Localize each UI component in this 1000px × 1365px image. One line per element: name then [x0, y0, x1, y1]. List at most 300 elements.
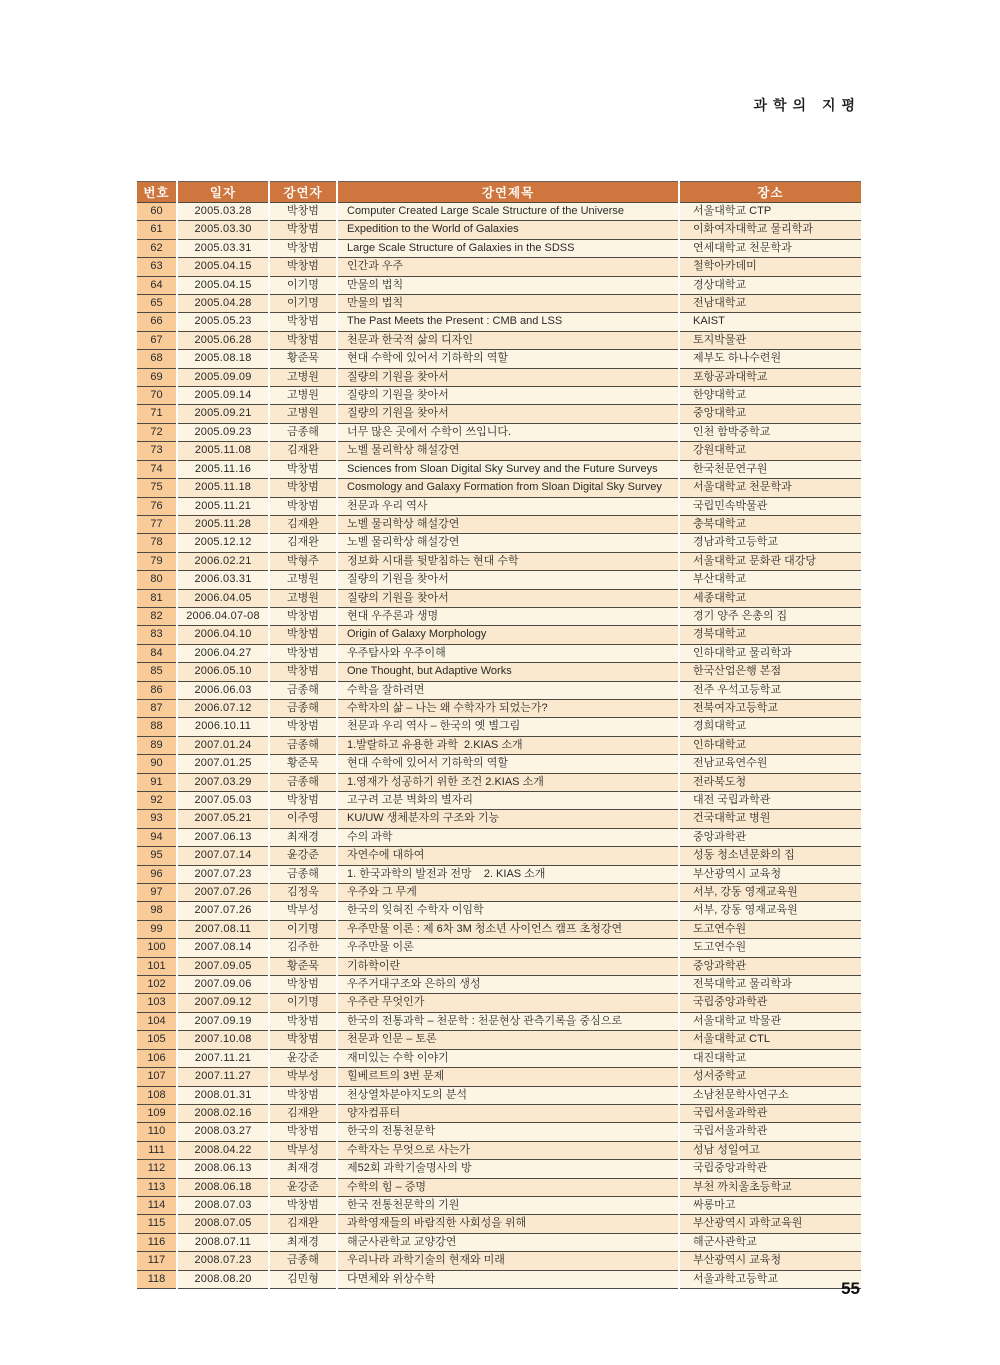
row-date: 2006.03.31: [177, 571, 269, 589]
row-date: 2005.06.28: [177, 331, 269, 349]
table-row: [137, 258, 861, 276]
row-place: 중앙과학관: [679, 957, 861, 975]
row-title: 천상열차분야지도의 분석: [337, 1086, 679, 1104]
table-row: [137, 1141, 861, 1159]
row-title: 천문과 우리 역사 – 한국의 옛 별그림: [337, 718, 679, 736]
row-title: 한국의 잊혀진 수학자 이임학: [337, 902, 679, 920]
row-place: 국립중앙과학관: [679, 1160, 861, 1178]
row-title: 양자컴퓨터: [337, 1104, 679, 1122]
row-date: 2008.07.05: [177, 1215, 269, 1233]
row-place: 인천 함박중학교: [679, 423, 861, 441]
row-place: 서부, 강동 영재교육원: [679, 884, 861, 902]
row-place: 인하대학교: [679, 736, 861, 754]
row-title: 만물의 법칙: [337, 276, 679, 294]
row-title: 수학을 잘하려면: [337, 681, 679, 699]
row-speaker: 김정욱: [269, 884, 337, 902]
row-title: 한국의 전통과학 – 천문학 : 천문현상 관측기록을 중심으로: [337, 1012, 679, 1030]
row-date: 2006.10.11: [177, 718, 269, 736]
row-number: 83: [137, 626, 177, 644]
column-header-date: 일자: [177, 182, 269, 203]
row-number: 94: [137, 828, 177, 846]
row-number: 109: [137, 1104, 177, 1122]
table-header-row: [137, 182, 861, 203]
row-place: 경희대학교: [679, 718, 861, 736]
row-speaker: 윤강준: [269, 847, 337, 865]
row-speaker: 박창범: [269, 663, 337, 681]
table-row: [137, 405, 861, 423]
table-row: [137, 1196, 861, 1214]
row-speaker: 박창범: [269, 1012, 337, 1030]
row-title: 고구려 고분 벽화의 별자리: [337, 792, 679, 810]
row-title: 1.발랄하고 유용한 과학 2.KIAS 소개: [337, 736, 679, 754]
row-title: 1. 한국과학의 발전과 전망 2. KIAS 소개: [337, 865, 679, 883]
row-number: 86: [137, 681, 177, 699]
row-number: 104: [137, 1012, 177, 1030]
row-title: 우리나라 과학기술의 현재와 미래: [337, 1252, 679, 1270]
row-number: 84: [137, 644, 177, 662]
row-speaker: 고병원: [269, 405, 337, 423]
row-place: 부산광역시 교육청: [679, 1252, 861, 1270]
row-date: 2008.07.11: [177, 1233, 269, 1251]
table-row: [137, 387, 861, 405]
row-date: 2007.07.26: [177, 884, 269, 902]
row-place: 국립서울과학관: [679, 1123, 861, 1141]
table-row: [137, 1012, 861, 1030]
row-number: 76: [137, 497, 177, 515]
row-title: 해군사관학교 교양강연: [337, 1233, 679, 1251]
row-date: 2006.05.10: [177, 663, 269, 681]
row-place: 강원대학교: [679, 442, 861, 460]
row-speaker: 금종해: [269, 1252, 337, 1270]
row-number: 116: [137, 1233, 177, 1251]
row-title: Large Scale Structure of Galaxies in the SDSS: [337, 239, 679, 257]
row-date: 2006.04.05: [177, 589, 269, 607]
row-speaker: 박창범: [269, 331, 337, 349]
row-title: 수학의 힘 – 증명: [337, 1178, 679, 1196]
row-place: 토지박물관: [679, 331, 861, 349]
row-number: 101: [137, 957, 177, 975]
row-date: 2008.06.13: [177, 1160, 269, 1178]
table-row: [137, 589, 861, 607]
row-place: 한양대학교: [679, 387, 861, 405]
row-title: 우주란 무엇인가: [337, 994, 679, 1012]
row-date: 2005.04.15: [177, 258, 269, 276]
table-row: [137, 976, 861, 994]
row-place: 서울대학교 박물관: [679, 1012, 861, 1030]
row-speaker: 박창범: [269, 313, 337, 331]
row-speaker: 박부성: [269, 902, 337, 920]
page-number: 55: [841, 1279, 860, 1298]
row-speaker: 김재완: [269, 534, 337, 552]
table-row: [137, 460, 861, 478]
row-speaker: 박창범: [269, 1123, 337, 1141]
row-title: 노벨 물리학상 해설강연: [337, 515, 679, 533]
row-speaker: 박창범: [269, 479, 337, 497]
row-date: 2007.11.21: [177, 1049, 269, 1067]
row-place: 경남과학고등학교: [679, 534, 861, 552]
row-number: 110: [137, 1123, 177, 1141]
row-title: 정보화 시대를 뒷받침하는 현대 수학: [337, 552, 679, 570]
row-number: 115: [137, 1215, 177, 1233]
row-speaker: 최재경: [269, 828, 337, 846]
row-number: 77: [137, 515, 177, 533]
row-speaker: 박창범: [269, 497, 337, 515]
row-title: 질량의 기원을 찾아서: [337, 571, 679, 589]
row-date: 2007.08.11: [177, 920, 269, 938]
row-date: 2008.07.23: [177, 1252, 269, 1270]
table-row: [137, 1160, 861, 1178]
row-date: 2005.12.12: [177, 534, 269, 552]
row-title: 한국의 전통천문학: [337, 1123, 679, 1141]
row-title: Sciences from Sloan Digital Sky Survey and the Future Surveys: [337, 460, 679, 478]
row-place: 대진대학교: [679, 1049, 861, 1067]
table-row: [137, 884, 861, 902]
row-date: 2005.11.21: [177, 497, 269, 515]
row-title: 재미있는 수학 이야기: [337, 1049, 679, 1067]
column-header-place: 장소: [679, 182, 861, 203]
row-place: 제부도 하나수련원: [679, 350, 861, 368]
row-date: 2007.05.03: [177, 792, 269, 810]
row-title: 현대 수학에 있어서 기하학의 역할: [337, 350, 679, 368]
row-place: 포항공과대학교: [679, 368, 861, 386]
row-number: 95: [137, 847, 177, 865]
row-place: 전라북도청: [679, 773, 861, 791]
row-speaker: 박창범: [269, 607, 337, 625]
row-number: 64: [137, 276, 177, 294]
row-date: 2005.05.23: [177, 313, 269, 331]
row-place: 국립중앙과학관: [679, 994, 861, 1012]
row-date: 2005.09.14: [177, 387, 269, 405]
row-title: 과학영재들의 바람직한 사회성을 위해: [337, 1215, 679, 1233]
row-place: 국립민속박물관: [679, 497, 861, 515]
row-number: 111: [137, 1141, 177, 1159]
row-title: Cosmology and Galaxy Formation from Sloan Digital Sky Survey: [337, 479, 679, 497]
row-title: 기하학이란: [337, 957, 679, 975]
row-date: 2007.07.14: [177, 847, 269, 865]
row-speaker: 금종해: [269, 423, 337, 441]
table-row: [137, 1252, 861, 1270]
table-row: [137, 571, 861, 589]
row-place: 도고연수원: [679, 920, 861, 938]
row-place: 서울과학고등학교: [679, 1270, 861, 1288]
table-row: [137, 920, 861, 938]
row-speaker: 금종해: [269, 773, 337, 791]
row-speaker: 황준묵: [269, 957, 337, 975]
row-place: 인하대학교 물리학과: [679, 644, 861, 662]
table-body: [137, 203, 861, 1289]
row-speaker: 박창범: [269, 460, 337, 478]
row-number: 80: [137, 571, 177, 589]
row-title: 우주탐사와 우주이해: [337, 644, 679, 662]
table-row: [137, 957, 861, 975]
table-row: [137, 1086, 861, 1104]
row-number: 79: [137, 552, 177, 570]
row-number: 78: [137, 534, 177, 552]
row-date: 2006.04.07-08: [177, 607, 269, 625]
row-place: 건국대학교 병원: [679, 810, 861, 828]
row-date: 2006.04.27: [177, 644, 269, 662]
row-number: 87: [137, 699, 177, 717]
row-speaker: 김민형: [269, 1270, 337, 1288]
row-place: 소남천문학사연구소: [679, 1086, 861, 1104]
row-place: 서울대학교 CTP: [679, 203, 861, 221]
row-number: 69: [137, 368, 177, 386]
row-date: 2007.01.25: [177, 755, 269, 773]
row-number: 81: [137, 589, 177, 607]
row-number: 63: [137, 258, 177, 276]
row-number: 89: [137, 736, 177, 754]
row-date: 2005.11.08: [177, 442, 269, 460]
row-speaker: 금종해: [269, 736, 337, 754]
row-date: 2005.03.31: [177, 239, 269, 257]
column-header-number: 번호: [137, 182, 177, 203]
row-title: 노벨 물리학상 해설강연: [337, 442, 679, 460]
row-date: 2005.09.09: [177, 368, 269, 386]
row-place: 성서중학교: [679, 1068, 861, 1086]
row-place: 부천 까치울초등학교: [679, 1178, 861, 1196]
row-speaker: 최재경: [269, 1160, 337, 1178]
row-number: 61: [137, 221, 177, 239]
row-place: 중앙과학관: [679, 828, 861, 846]
row-date: 2005.04.28: [177, 295, 269, 313]
table-row: [137, 755, 861, 773]
table-row: [137, 552, 861, 570]
row-date: 2006.02.21: [177, 552, 269, 570]
row-date: 2007.08.14: [177, 939, 269, 957]
row-number: 102: [137, 976, 177, 994]
table-row: [137, 203, 861, 221]
row-date: 2007.09.19: [177, 1012, 269, 1030]
row-number: 93: [137, 810, 177, 828]
row-speaker: 김재완: [269, 515, 337, 533]
row-number: 97: [137, 884, 177, 902]
row-speaker: 박창범: [269, 644, 337, 662]
row-title: 다면체와 위상수학: [337, 1270, 679, 1288]
row-number: 65: [137, 295, 177, 313]
row-title: 힐베르트의 3번 문제: [337, 1068, 679, 1086]
row-date: 2008.07.03: [177, 1196, 269, 1214]
row-number: 99: [137, 920, 177, 938]
row-number: 75: [137, 479, 177, 497]
row-title: 천문과 한국적 삶의 디자인: [337, 331, 679, 349]
row-number: 73: [137, 442, 177, 460]
row-title: 천문과 인문 – 토론: [337, 1031, 679, 1049]
row-speaker: 박창범: [269, 976, 337, 994]
row-title: 질량의 기원을 찾아서: [337, 405, 679, 423]
row-title: 수학자는 무엇으로 사는가: [337, 1141, 679, 1159]
row-number: 106: [137, 1049, 177, 1067]
row-place: 전주 우석고등학교: [679, 681, 861, 699]
row-place: 세종대학교: [679, 589, 861, 607]
row-date: 2008.02.16: [177, 1104, 269, 1122]
table-row: [137, 1068, 861, 1086]
table-row: [137, 442, 861, 460]
row-title: 질량의 기원을 찾아서: [337, 368, 679, 386]
table-row: [137, 718, 861, 736]
row-speaker: 박창범: [269, 718, 337, 736]
row-date: 2005.04.15: [177, 276, 269, 294]
row-speaker: 윤강준: [269, 1178, 337, 1196]
row-place: 이화여자대학교 물리학과: [679, 221, 861, 239]
row-speaker: 박창범: [269, 239, 337, 257]
row-number: 90: [137, 755, 177, 773]
row-date: 2007.05.21: [177, 810, 269, 828]
row-title: 우주와 그 무게: [337, 884, 679, 902]
row-date: 2007.07.23: [177, 865, 269, 883]
row-speaker: 김재완: [269, 1104, 337, 1122]
table-row: [137, 350, 861, 368]
row-speaker: 황준묵: [269, 350, 337, 368]
row-title: 노벨 물리학상 해설강연: [337, 534, 679, 552]
row-date: 2007.09.05: [177, 957, 269, 975]
row-title: 현대 우주론과 생명: [337, 607, 679, 625]
row-speaker: 박창범: [269, 792, 337, 810]
row-number: 103: [137, 994, 177, 1012]
row-date: 2008.01.31: [177, 1086, 269, 1104]
table-row: [137, 681, 861, 699]
row-title: 질량의 기원을 찾아서: [337, 589, 679, 607]
row-place: 성남 성일여고: [679, 1141, 861, 1159]
table-row: [137, 792, 861, 810]
row-speaker: 이기명: [269, 295, 337, 313]
lecture-table: [137, 181, 861, 1289]
row-title: 질량의 기원을 찾아서: [337, 387, 679, 405]
table-row: [137, 239, 861, 257]
row-number: 98: [137, 902, 177, 920]
row-place: 전북대학교 물리학과: [679, 976, 861, 994]
row-place: 연세대학교 천문학과: [679, 239, 861, 257]
row-title: 수학자의 삶 – 나는 왜 수학자가 되었는가?: [337, 699, 679, 717]
row-speaker: 이기명: [269, 920, 337, 938]
row-speaker: 박창범: [269, 626, 337, 644]
row-speaker: 김재완: [269, 1215, 337, 1233]
table-row: [137, 1049, 861, 1067]
table-row: [137, 295, 861, 313]
table-row: [137, 626, 861, 644]
row-speaker: 박부성: [269, 1068, 337, 1086]
row-date: 2005.11.28: [177, 515, 269, 533]
row-speaker: 고병원: [269, 571, 337, 589]
row-place: 경기 양주 은총의 집: [679, 607, 861, 625]
row-speaker: 이기명: [269, 276, 337, 294]
row-place: 전남교육연수원: [679, 755, 861, 773]
row-place: KAIST: [679, 313, 861, 331]
table-row: [137, 607, 861, 625]
row-date: 2007.10.08: [177, 1031, 269, 1049]
row-number: 88: [137, 718, 177, 736]
column-header-speaker: 강연자: [269, 182, 337, 203]
row-place: 경상대학교: [679, 276, 861, 294]
row-title: 한국 전통천문학의 기원: [337, 1196, 679, 1214]
row-speaker: 박창범: [269, 1196, 337, 1214]
row-title: 자연수에 대하여: [337, 847, 679, 865]
table-row: [137, 1031, 861, 1049]
row-place: 싸롱마고: [679, 1196, 861, 1214]
row-date: 2007.03.29: [177, 773, 269, 791]
row-number: 82: [137, 607, 177, 625]
row-speaker: 최재경: [269, 1233, 337, 1251]
table-row: [137, 939, 861, 957]
row-number: 117: [137, 1252, 177, 1270]
table-row: [137, 221, 861, 239]
row-place: 부산광역시 과학교육원: [679, 1215, 861, 1233]
row-place: 서부, 강동 영재교육원: [679, 902, 861, 920]
row-place: 한국천문연구원: [679, 460, 861, 478]
row-date: 2008.04.22: [177, 1141, 269, 1159]
table-row: [137, 810, 861, 828]
row-date: 2008.08.20: [177, 1270, 269, 1288]
row-date: 2005.03.30: [177, 221, 269, 239]
table-row: [137, 497, 861, 515]
row-place: 전남대학교: [679, 295, 861, 313]
row-title: 인간과 우주: [337, 258, 679, 276]
table-row: [137, 313, 861, 331]
row-date: 2005.09.23: [177, 423, 269, 441]
row-speaker: 김주한: [269, 939, 337, 957]
row-title: 우주만물 이론: [337, 939, 679, 957]
row-date: 2005.11.16: [177, 460, 269, 478]
table-row: [137, 423, 861, 441]
row-place: 부산대학교: [679, 571, 861, 589]
row-speaker: 금종해: [269, 865, 337, 883]
table-row: [137, 1270, 861, 1288]
row-place: 경북대학교: [679, 626, 861, 644]
table-row: [137, 1178, 861, 1196]
row-place: 국립서울과학관: [679, 1104, 861, 1122]
row-speaker: 박형주: [269, 552, 337, 570]
row-date: 2007.01.24: [177, 736, 269, 754]
row-place: 한국산업은행 본점: [679, 663, 861, 681]
row-number: 113: [137, 1178, 177, 1196]
row-title: 우주거대구조와 은하의 생성: [337, 976, 679, 994]
row-number: 112: [137, 1160, 177, 1178]
row-speaker: 박부성: [269, 1141, 337, 1159]
table-row: [137, 276, 861, 294]
row-title: KU/UW 생체분자의 구조와 기능: [337, 810, 679, 828]
table-row: [137, 368, 861, 386]
row-speaker: 고병원: [269, 589, 337, 607]
row-number: 91: [137, 773, 177, 791]
row-place: 부산광역시 교육청: [679, 865, 861, 883]
row-date: 2007.11.27: [177, 1068, 269, 1086]
row-number: 96: [137, 865, 177, 883]
table-row: [137, 644, 861, 662]
row-title: 너무 많은 곳에서 수학이 쓰입니다.: [337, 423, 679, 441]
row-number: 92: [137, 792, 177, 810]
row-number: 71: [137, 405, 177, 423]
row-date: 2005.08.18: [177, 350, 269, 368]
row-title: 1.영재가 성공하기 위한 조건 2.KIAS 소개: [337, 773, 679, 791]
row-number: 107: [137, 1068, 177, 1086]
row-speaker: 고병원: [269, 387, 337, 405]
row-date: 2008.03.27: [177, 1123, 269, 1141]
row-number: 62: [137, 239, 177, 257]
row-number: 100: [137, 939, 177, 957]
row-number: 118: [137, 1270, 177, 1288]
row-speaker: 박창범: [269, 1031, 337, 1049]
row-title: 제52회 과학기술명사의 방: [337, 1160, 679, 1178]
row-date: 2006.04.10: [177, 626, 269, 644]
row-date: 2005.09.21: [177, 405, 269, 423]
row-number: 85: [137, 663, 177, 681]
row-speaker: 황준묵: [269, 755, 337, 773]
table-row: [137, 994, 861, 1012]
row-speaker: 박창범: [269, 221, 337, 239]
row-title: One Thought, but Adaptive Works: [337, 663, 679, 681]
table-row: [137, 663, 861, 681]
table-row: [137, 1215, 861, 1233]
lecture-schedule-table: [137, 181, 861, 1289]
